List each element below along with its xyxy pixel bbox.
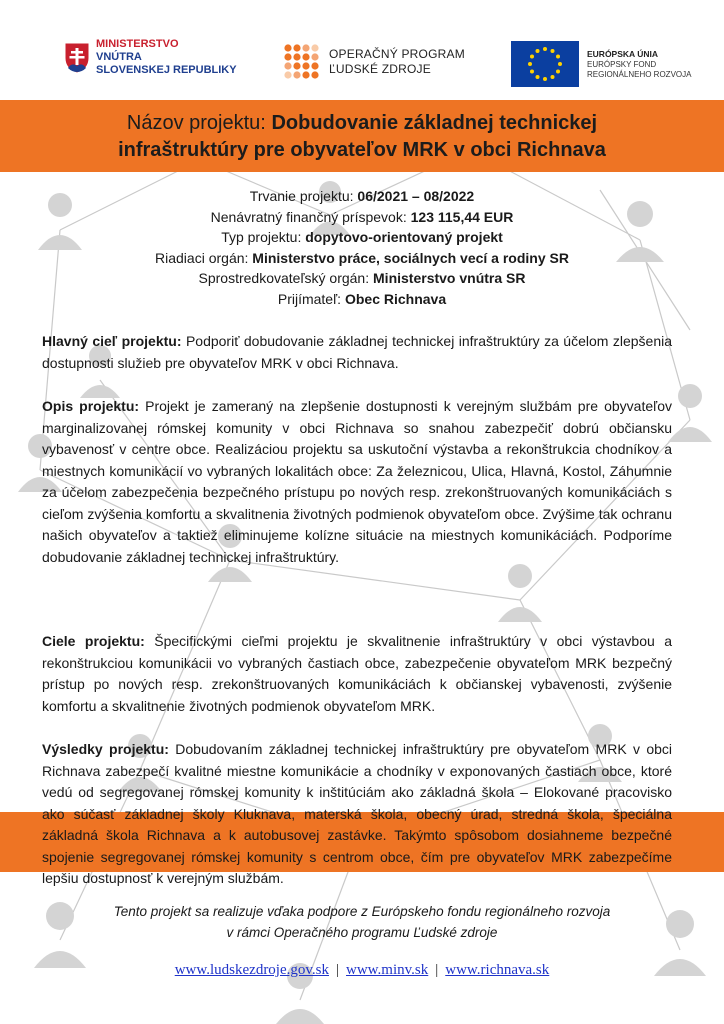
info-label: Nenávratný finančný príspevok: xyxy=(210,208,407,225)
info-value: 06/2021 – 08/2022 xyxy=(357,188,475,204)
info-row-managing-authority xyxy=(60,248,664,269)
info-row-intermediate-body xyxy=(60,268,664,289)
info-row-duration xyxy=(60,186,664,207)
section-results xyxy=(42,739,672,890)
funding-note-line1: Tento projekt sa realizuje vďaka podpore z Európskeho fondu regionálneho rozvoja xyxy=(113,904,611,919)
info-label: Riadiaci orgán: xyxy=(155,249,249,266)
footer-links xyxy=(60,962,664,979)
link-separator: | xyxy=(435,962,439,978)
section-main-goal xyxy=(42,331,672,374)
section-text: Špecifickými cieľmi projektu je skvalitnenie infraštruktúry v obci výstavbou a rekonštrukciou komunikácii vo vybraných častiach obce, zabezpečenie obyvateľom MRK bezpečný prístup po nových resp. zrekonštruovaných komunikáciách k občianskej vybavenosti, zvýšenie komfortu a skvalitnenie životných podmienok obyvateľom MRK. xyxy=(42,633,673,714)
eu-logo-line3: REGIONÁLNEHO ROZVOJA xyxy=(587,69,692,79)
info-row-type xyxy=(60,227,664,248)
link-minv[interactable]: www.minv.sk xyxy=(346,962,429,978)
info-label: Typ projektu: xyxy=(221,229,302,245)
eu-logo-line1: EURÓPSKA ÚNIA xyxy=(587,48,658,59)
ministry-logo-line1: MINISTERSTVO xyxy=(96,38,179,50)
info-row-recipient xyxy=(60,289,664,310)
eu-logo xyxy=(511,41,691,87)
section-label: Ciele projektu: xyxy=(42,633,145,649)
eu-flag-icon xyxy=(511,41,579,87)
project-title-name: Dobudovanie základnej technickej infraštruktúry pre obyvateľov MRK v obci Richnava xyxy=(118,112,606,161)
info-label: Sprostredkovateľský orgán: xyxy=(198,270,370,286)
ministry-logo-line2: VNÚTRA xyxy=(96,51,142,63)
eu-logo-line2: EURÓPSKY FOND xyxy=(587,59,657,69)
info-value: Ministerstvo práce, sociálnych vecí a rodiny SR xyxy=(252,249,569,266)
ministry-logo-line3: SLOVENSKEJ REPUBLIKY xyxy=(96,64,237,76)
link-richnava[interactable]: www.richnava.sk xyxy=(445,962,550,978)
section-description xyxy=(42,396,672,568)
section-text: Projekt je zameraný na zlepšenie dostupnosti k verejným službám pre obyvateľov marginalizovanej rómskej komunity v obci Richnava so snahou zabezpečiť dobrú občiansku vybavenosť v centre obce. Realizáciou projektu sa uskutoční výstavba a rekonštrukcia chodníkov a miestnych komunikácií vo vybraných lokalitách obce: Za železnicou, Ulica, Hlavná, Kostol, Záhumnie za účelom zabezpečenia bezpečného prístupu po nových resp. zrekonštruovaných komunikáciách s cieľom zvýšenia komfortu a skvalitnenia životných podmienok obyvateľom obce. Zvýšime tak ochranu našich obyvateľov a taktiež eliminujeme kolízne situácie na miestnych komunikáciách. Podporíme dobudovanie základnej technickej infraštruktúry. xyxy=(42,398,672,565)
info-value: Ministerstvo vnútra SR xyxy=(373,270,526,286)
info-value: dopytovo-orientovaný projekt xyxy=(305,229,503,245)
project-title-label: Názov projektu: xyxy=(126,112,266,134)
section-label: Opis projektu: xyxy=(42,398,140,414)
section-label: Výsledky projektu: xyxy=(42,741,169,757)
op-logo-line1: OPERAČNÝ PROGRAM xyxy=(329,47,465,61)
operational-programme-logo xyxy=(283,43,465,81)
info-row-grant xyxy=(60,207,664,228)
section-text: Podporiť dobudovanie základnej technickej infraštruktúry za účelom zlepšenia dostupnosti služieb pre obyvateľov MRK v obci Richnava. xyxy=(42,333,673,371)
ministry-of-interior-logo xyxy=(64,38,237,77)
link-ludskezdroje[interactable]: www.ludskezdroje.gov.sk xyxy=(174,962,329,978)
section-aims xyxy=(42,631,672,717)
op-dots-icon xyxy=(283,43,321,81)
funding-note-line2: v rámci Operačného programu Ľudské zdroje xyxy=(226,925,498,940)
info-label: Prijímateľ: xyxy=(277,290,342,307)
project-info xyxy=(60,186,664,309)
info-value: 123 115,44 EUR xyxy=(410,208,514,225)
slovak-coat-of-arms-icon xyxy=(64,42,90,74)
project-title xyxy=(60,110,664,164)
funding-note xyxy=(60,901,664,943)
op-logo-line2: ĽUDSKÉ ZDROJE xyxy=(329,62,431,76)
section-label: Hlavný cieľ projektu: xyxy=(42,333,182,349)
section-text: Dobudovaním základnej technickej infraštruktúry pre obyvateľom MRK v obci Richnava zabezpečí kvalitné miestne komunikácie a chodníky v exponovaných častiach obce, ktoré vedú od segregovanej rómskej komunity k inštitúciám ako základná škola – Elokované pracovisko ako súčasť základnej školy Kluknava, materská škola, obecný úrad, stredná škola, špeciálna základná škola Richnava a k autobusovej zastávke. Takýmto spôsobom dosiahneme bezpečné spojenie segregovanej rómskej komunity s centrom obce, čím pre obyvateľov MRK zabezpečíme lepšiu dostupnosť k verejným službám. xyxy=(42,741,672,886)
link-separator: | xyxy=(336,962,340,978)
info-label: Trvanie projektu: xyxy=(249,188,354,204)
info-value: Obec Richnava xyxy=(344,290,447,307)
